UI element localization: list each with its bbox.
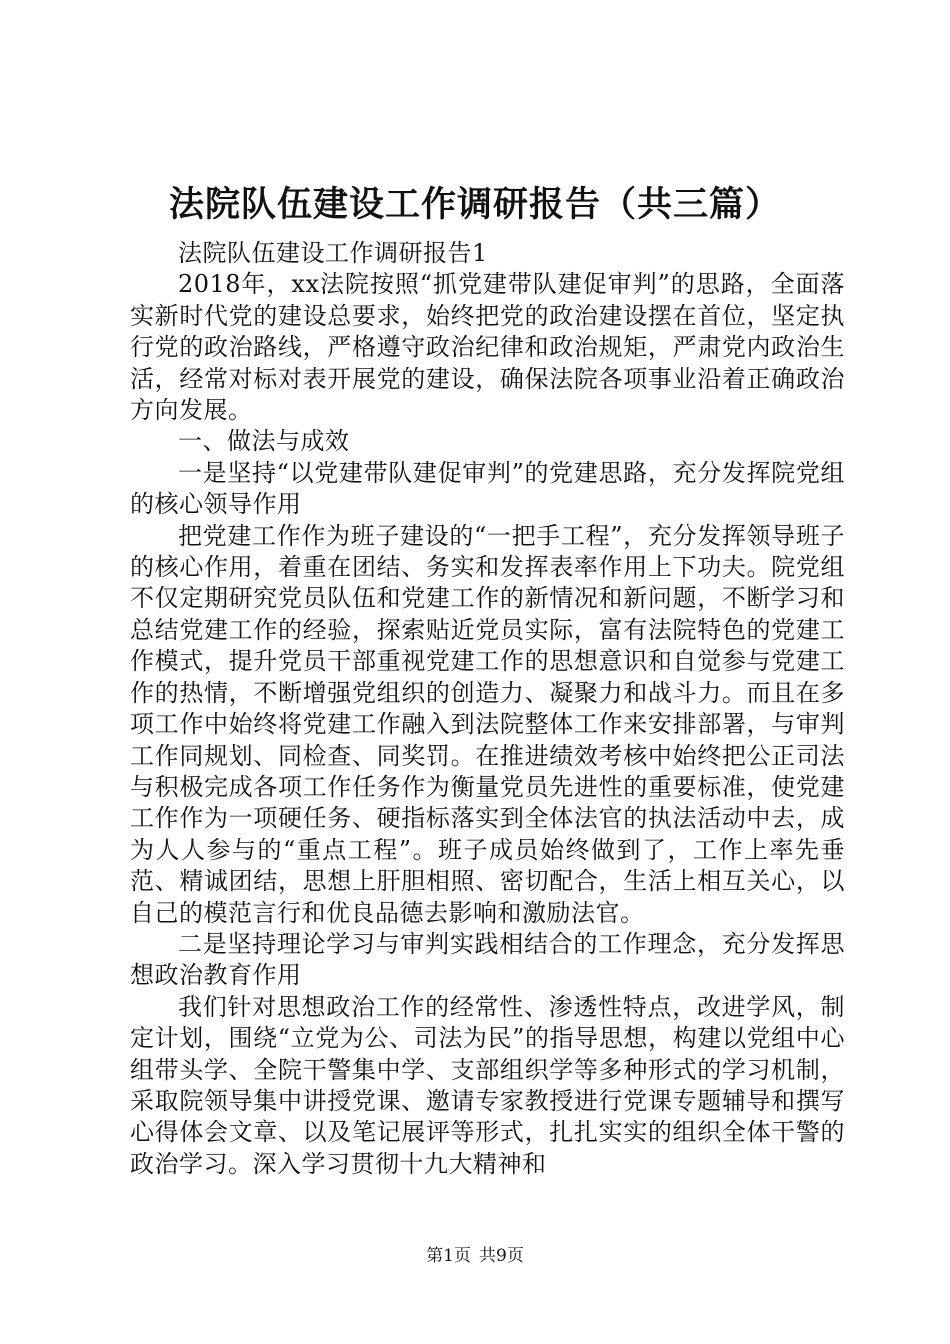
document-body <box>130 238 845 1180</box>
paragraph: 我们针对思想政治工作的经常性、渗透性特点，改进学风，制定计划，围绕“立党为公、司法为民”的指导思想，构建以党组中心组带头学、全院干警集中学、支部组织学等多种形式的学习机制，采取院领导集中讲授党课、邀请专家教授进行党课专题辅导和撰写心得体会文章、以及笔记展评等形式，扎扎实实的组织全体干警的政治学习。深入学习贯彻十九大精神和 <box>130 992 845 1178</box>
page-number: 第1页 <box>426 1246 471 1266</box>
section-heading: 一、做法与成效 <box>178 427 350 456</box>
page-total: 共9页 <box>479 1246 524 1266</box>
paragraph: 把党建工作作为班子建设的“一把手工程”，充分发挥领导班子的核心作用，着重在团结、务实和发挥表率作用上下功夫。院党组不仅定期研究党员队伍和党建工作的新情况和新问题，不断学习和总结党建工作的经验，探索贴近党员实际，富有法院特色的党建工作模式，提升党员干部重视党建工作的思想意识和自觉参与党建工作的热情，不断增强党组织的创造力、凝聚力和战斗力。而且在多项工作中始终将党建工作融入到法院整体工作来安排部署，与审判工作同规划、同检查、同奖罚。在推进绩效考核中始终把公正司法与积极完成各项工作任务作为衡量党员先进性的重要标准，使党建工作作为一项硬任务、硬指标落实到全体法官的执法活动中去，成为人人参与的“重点工程”。班子成员始终做到了，工作上率先垂范、精诚团结，思想上肝胆相照、密切配合，生活上相互关心，以自己的模范言行和优良品德去影响和激励法官。 <box>130 521 845 927</box>
document-title: 法院队伍建设工作调研报告（共三篇） <box>168 184 781 225</box>
section-heading: 法院队伍建设工作调研报告1 <box>178 239 488 267</box>
subsection-heading: 一是坚持“以党建带队建促审判”的党建思路，充分发挥院党组的核心领导作用 <box>130 458 845 519</box>
page-footer <box>0 1244 950 1268</box>
paragraph: 2018年，xx法院按照“抓党建带队建促审判”的思路，全面落实新时代党的建设总要求，始终把党的政治建设摆在首位，坚定执行党的政治路线，严格遵守政治纪律和政治规矩，严肃党内政治生活，经常对标对表开展党的建设，确保法院各项事业沿着正确政治方向发展。 <box>130 270 845 425</box>
subsection-heading: 二是坚持理论学习与审判实践相结合的工作理念，充分发挥思想政治教育作用 <box>130 929 845 990</box>
